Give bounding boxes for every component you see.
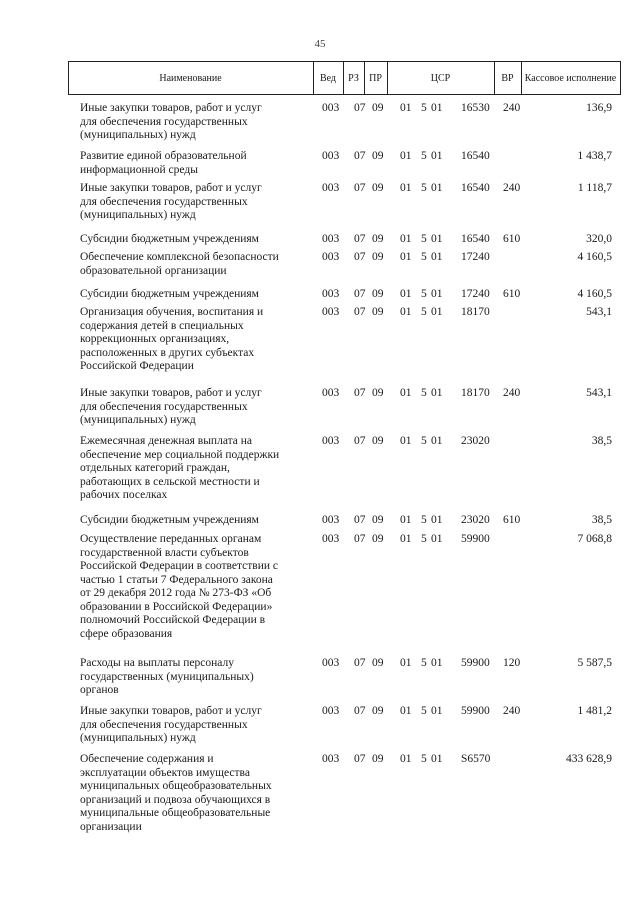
row-c4: 23020 xyxy=(461,514,490,526)
row-c3: 01 xyxy=(431,753,443,765)
row-vr: 240 xyxy=(503,705,521,717)
row-vr: 240 xyxy=(503,387,521,399)
row-vr: 610 xyxy=(503,233,521,245)
row-c1: 01 xyxy=(400,657,412,669)
header-rz: РЗ xyxy=(348,72,359,84)
row-amount: 1 118,7 xyxy=(577,182,612,194)
row-ved: 003 xyxy=(322,182,340,194)
page-number: 45 xyxy=(314,38,326,50)
row-amount: 136,9 xyxy=(586,102,612,114)
table-header xyxy=(68,61,621,95)
row-name: Развитие единой образовательной информационной среды xyxy=(80,150,247,176)
header-name: Наименование xyxy=(159,72,222,84)
row-name: Расходы на выплаты персоналу государственных (муниципальных) органов xyxy=(80,657,254,696)
row-c1: 01 xyxy=(400,533,412,545)
row-rz: 07 xyxy=(354,657,366,669)
row-amount: 7 068,8 xyxy=(577,533,612,545)
row-c2: 5 xyxy=(421,387,427,399)
row-c2: 5 xyxy=(421,182,427,194)
row-c2: 5 xyxy=(421,306,427,318)
row-name: Субсидии бюджетным учреждениям xyxy=(80,233,259,245)
row-c1: 01 xyxy=(400,150,412,162)
row-pr: 09 xyxy=(372,251,384,263)
row-ved: 003 xyxy=(322,288,340,300)
row-c2: 5 xyxy=(421,533,427,545)
row-name: Организация обучения, воспитания и содержания детей в специальных коррекционных организациях, расположенных в других субъектах Российской Федерации xyxy=(80,306,264,372)
row-ved: 003 xyxy=(322,306,340,318)
row-ved: 003 xyxy=(322,514,340,526)
row-c1: 01 xyxy=(400,233,412,245)
row-pr: 09 xyxy=(372,657,384,669)
row-c2: 5 xyxy=(421,233,427,245)
row-amount: 433 628,9 xyxy=(566,753,612,765)
row-name: Обеспечение содержания и эксплуатации объектов имущества муниципальных общеобразовательных организаций и подвоза обучающихся в муниципальные общеобразовательные организации xyxy=(80,753,272,833)
row-c2: 5 xyxy=(421,705,427,717)
row-rz: 07 xyxy=(354,753,366,765)
row-c4: 16540 xyxy=(461,233,490,245)
row-name: Иные закупки товаров, работ и услуг для обеспечения государственных (муниципальных) нужд xyxy=(80,182,262,221)
row-name: Иные закупки товаров, работ и услуг для обеспечения государственных (муниципальных) нужд xyxy=(80,705,262,744)
row-c4: 23020 xyxy=(461,435,490,447)
row-c1: 01 xyxy=(400,306,412,318)
row-c3: 01 xyxy=(431,233,443,245)
row-vr: 610 xyxy=(503,514,521,526)
row-vr: 240 xyxy=(503,182,521,194)
row-c2: 5 xyxy=(421,657,427,669)
row-pr: 09 xyxy=(372,753,384,765)
row-pr: 09 xyxy=(372,435,384,447)
row-rz: 07 xyxy=(354,251,366,263)
row-c1: 01 xyxy=(400,288,412,300)
row-ved: 003 xyxy=(322,233,340,245)
row-c1: 01 xyxy=(400,514,412,526)
row-c1: 01 xyxy=(400,705,412,717)
row-name: Иные закупки товаров, работ и услуг для обеспечения государственных (муниципальных) нужд xyxy=(80,387,262,426)
row-pr: 09 xyxy=(372,288,384,300)
row-name: Ежемесячная денежная выплата на обеспечение мер социальной поддержки отдельных категорий граждан, работающих в сельской местности и рабочих поселках xyxy=(80,435,280,501)
row-vr: 240 xyxy=(503,102,521,114)
row-c4: 18170 xyxy=(461,306,490,318)
row-c4: 18170 xyxy=(461,387,490,399)
row-name: Обеспечение комплексной безопасности образовательной организации xyxy=(80,251,279,277)
row-pr: 09 xyxy=(372,533,384,545)
row-c2: 5 xyxy=(421,150,427,162)
row-ved: 003 xyxy=(322,705,340,717)
row-pr: 09 xyxy=(372,705,384,717)
row-c3: 01 xyxy=(431,251,443,263)
row-name: Субсидии бюджетным учреждениям xyxy=(80,288,259,300)
row-pr: 09 xyxy=(372,233,384,245)
row-c3: 01 xyxy=(431,657,443,669)
row-amount: 5 587,5 xyxy=(577,657,612,669)
row-c4: 59900 xyxy=(461,533,490,545)
header-amount: Кассовое исполнение xyxy=(524,72,617,84)
row-pr: 09 xyxy=(372,150,384,162)
row-c2: 5 xyxy=(421,514,427,526)
row-c3: 01 xyxy=(431,306,443,318)
row-rz: 07 xyxy=(354,288,366,300)
row-c1: 01 xyxy=(400,102,412,114)
row-amount: 543,1 xyxy=(586,387,612,399)
header-pr: ПР xyxy=(369,72,382,84)
row-c2: 5 xyxy=(421,251,427,263)
row-c4: 17240 xyxy=(461,288,490,300)
row-c1: 01 xyxy=(400,182,412,194)
row-c2: 5 xyxy=(421,288,427,300)
row-ved: 003 xyxy=(322,753,340,765)
row-c3: 01 xyxy=(431,102,443,114)
row-c3: 01 xyxy=(431,705,443,717)
row-amount: 1 481,2 xyxy=(577,705,612,717)
row-ved: 003 xyxy=(322,533,340,545)
row-rz: 07 xyxy=(354,514,366,526)
row-c4: 16530 xyxy=(461,102,490,114)
row-c3: 01 xyxy=(431,288,443,300)
row-c1: 01 xyxy=(400,387,412,399)
row-vr: 120 xyxy=(503,657,521,669)
row-c4: 16540 xyxy=(461,182,490,194)
row-pr: 09 xyxy=(372,306,384,318)
row-amount: 4 160,5 xyxy=(577,251,612,263)
row-name: Осуществление переданных органам государственной власти субъектов Российской Федерации в соответствии с частью 1 статьи 7 Федерального закона от 29 декабря 2012 года № 273-ФЗ «Об образовании в Российской Федерации» полномочий Российской Федерации в сфере образования xyxy=(80,533,278,640)
row-c1: 01 xyxy=(400,435,412,447)
row-ved: 003 xyxy=(322,657,340,669)
row-rz: 07 xyxy=(354,533,366,545)
row-name: Субсидии бюджетным учреждениям xyxy=(80,514,259,526)
row-ved: 003 xyxy=(322,150,340,162)
row-c3: 01 xyxy=(431,514,443,526)
row-ved: 003 xyxy=(322,435,340,447)
row-c4: 16540 xyxy=(461,150,490,162)
row-amount: 4 160,5 xyxy=(577,288,612,300)
row-c3: 01 xyxy=(431,387,443,399)
row-rz: 07 xyxy=(354,182,366,194)
row-c1: 01 xyxy=(400,753,412,765)
row-amount: 1 438,7 xyxy=(577,150,612,162)
row-rz: 07 xyxy=(354,705,366,717)
row-vr: 610 xyxy=(503,288,521,300)
row-c4: 59900 xyxy=(461,657,490,669)
row-rz: 07 xyxy=(354,306,366,318)
header-csr: ЦСР xyxy=(430,72,451,84)
row-c1: 01 xyxy=(400,251,412,263)
row-c4: 17240 xyxy=(461,251,490,263)
row-c4: S6570 xyxy=(461,753,491,765)
row-pr: 09 xyxy=(372,102,384,114)
row-amount: 38,5 xyxy=(591,514,612,526)
row-c3: 01 xyxy=(431,435,443,447)
row-ved: 003 xyxy=(322,387,340,399)
row-ved: 003 xyxy=(322,251,340,263)
row-pr: 09 xyxy=(372,387,384,399)
row-ved: 003 xyxy=(322,102,340,114)
header-vr: ВР xyxy=(501,72,514,84)
row-amount: 543,1 xyxy=(586,306,612,318)
row-c3: 01 xyxy=(431,150,443,162)
row-amount: 38,5 xyxy=(591,435,612,447)
row-amount: 320,0 xyxy=(586,233,612,245)
row-c2: 5 xyxy=(421,102,427,114)
row-name: Иные закупки товаров, работ и услуг для обеспечения государственных (муниципальных) нужд xyxy=(80,102,262,141)
row-c3: 01 xyxy=(431,182,443,194)
row-rz: 07 xyxy=(354,102,366,114)
row-c3: 01 xyxy=(431,533,443,545)
row-c2: 5 xyxy=(421,435,427,447)
row-rz: 07 xyxy=(354,233,366,245)
row-pr: 09 xyxy=(372,514,384,526)
row-rz: 07 xyxy=(354,435,366,447)
row-rz: 07 xyxy=(354,150,366,162)
row-c4: 59900 xyxy=(461,705,490,717)
header-divider xyxy=(620,61,621,95)
row-rz: 07 xyxy=(354,387,366,399)
header-ved: Вед xyxy=(319,72,337,84)
row-c2: 5 xyxy=(421,753,427,765)
row-pr: 09 xyxy=(372,182,384,194)
